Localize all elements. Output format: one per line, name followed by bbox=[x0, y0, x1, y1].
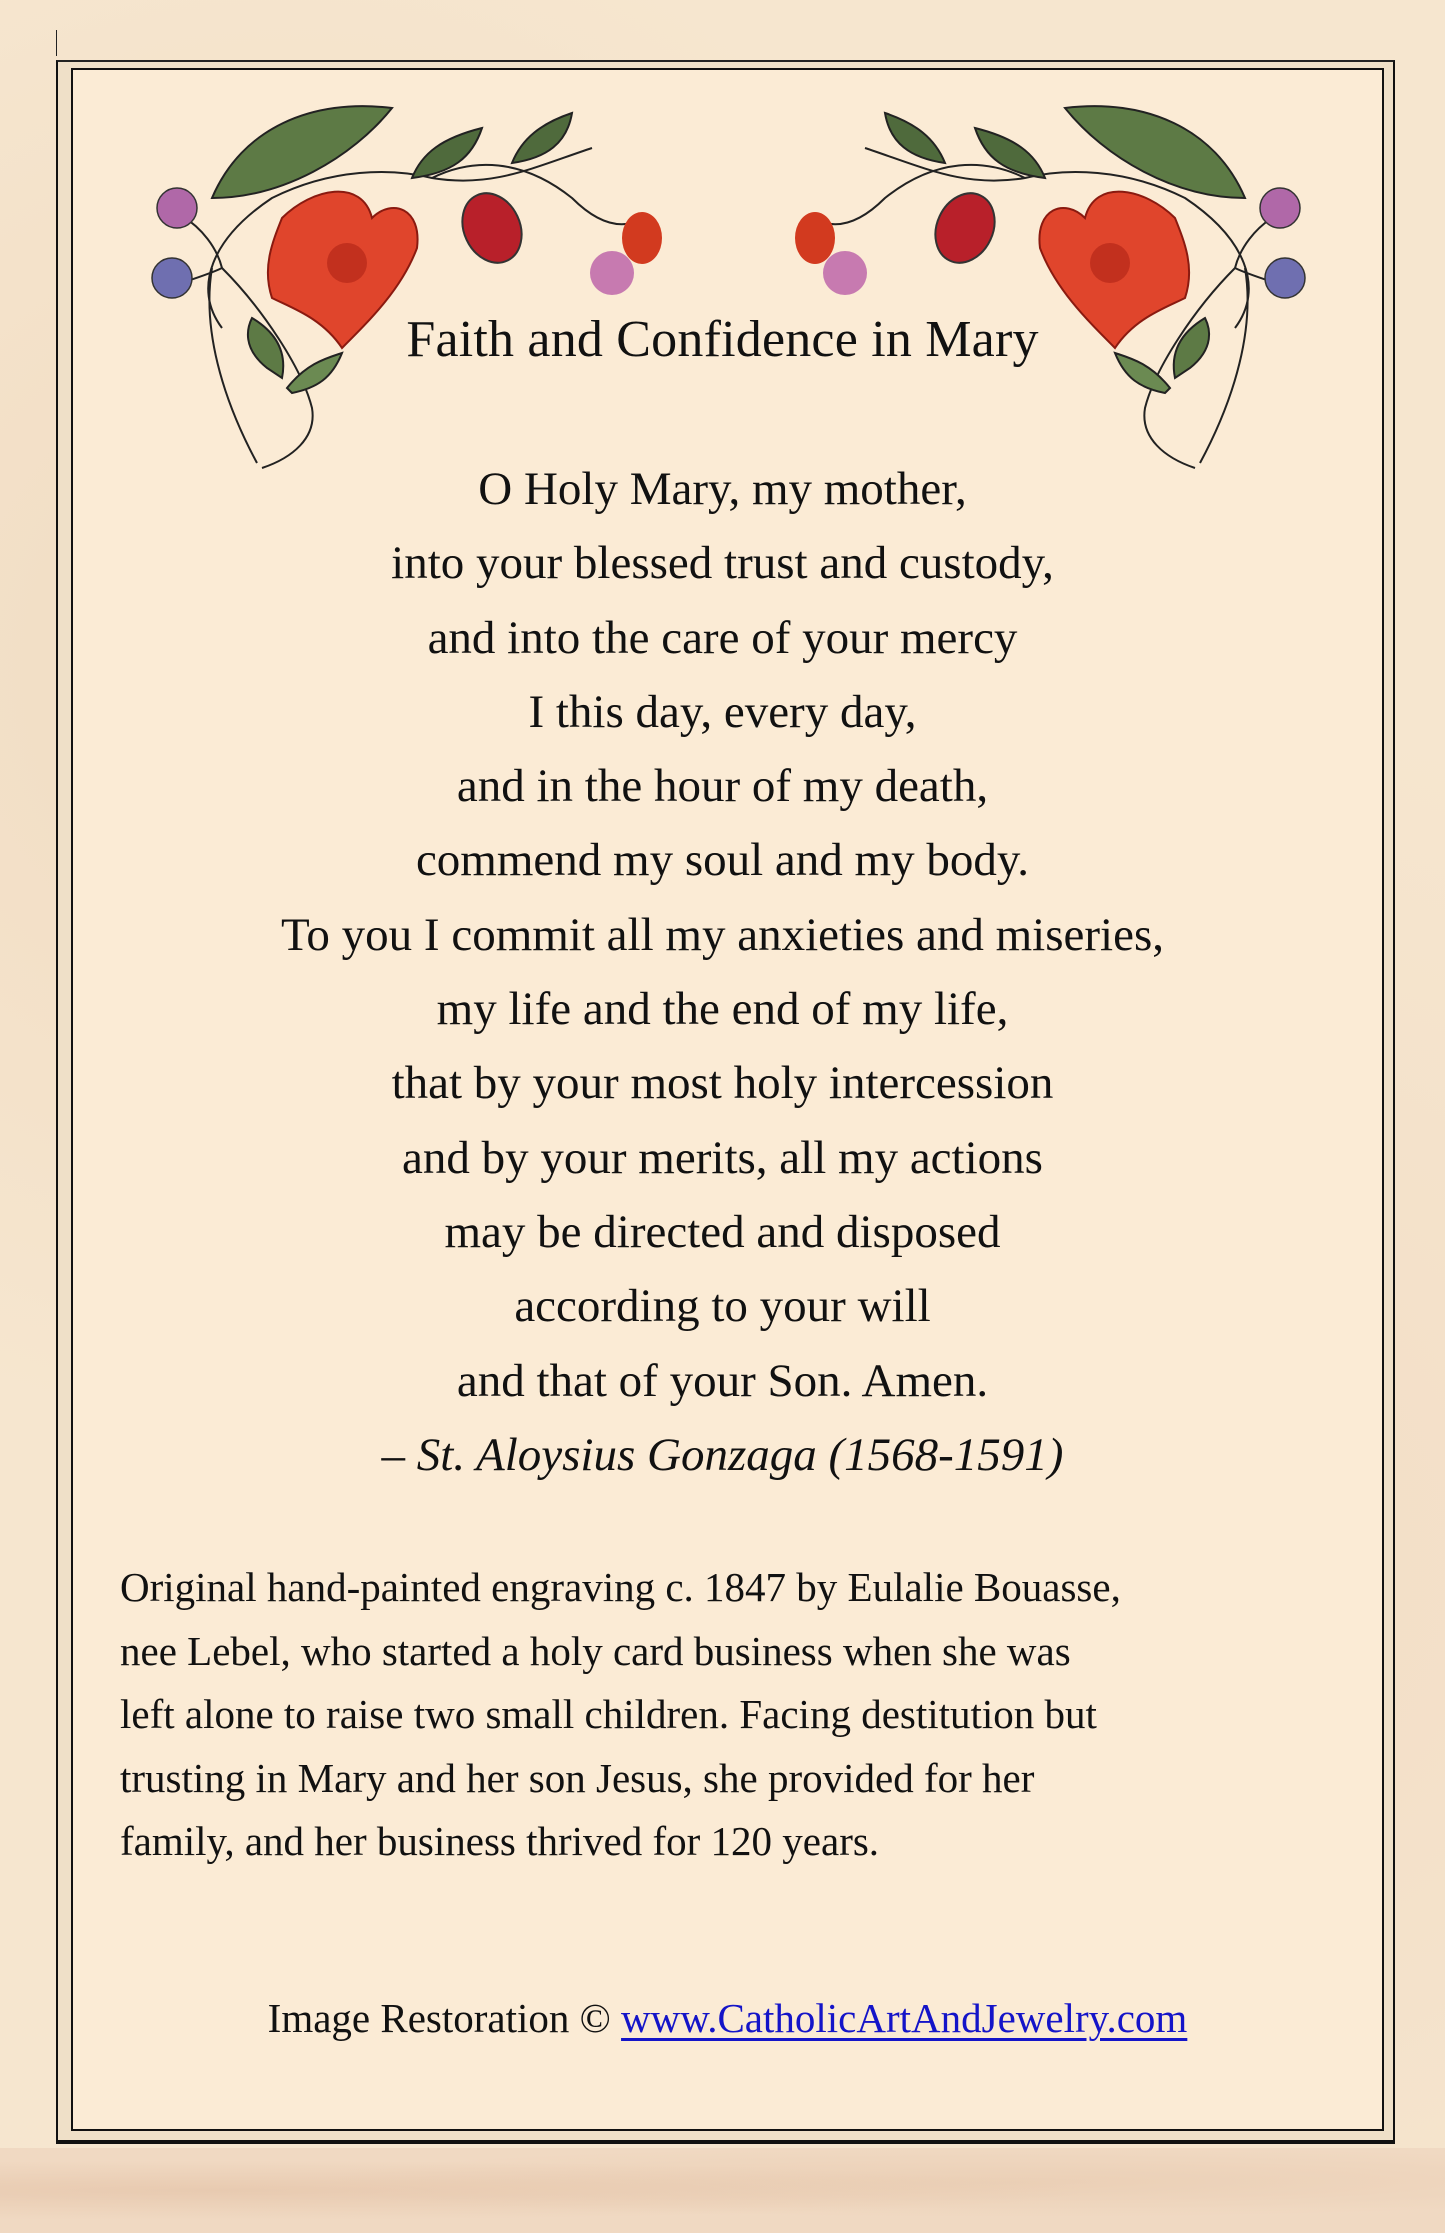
prayer-line: my life and the end of my life, bbox=[436, 983, 1009, 1036]
prayer-line: O Holy Mary, my mother, bbox=[478, 463, 967, 515]
prayer-line: according to your will bbox=[514, 1280, 931, 1333]
description-line: left alone to raise two small children. Facing destitution but bbox=[120, 1691, 1097, 1737]
prayer-line: commend my soul and my body. bbox=[415, 834, 1030, 887]
description-line: nee Lebel, who started a holy card business when she was bbox=[120, 1627, 1071, 1674]
prayer-line: and into the care of your mercy bbox=[427, 611, 1018, 664]
prayer-line: that by your most holy intercession bbox=[391, 1057, 1054, 1110]
prayer-line: I this day, every day, bbox=[528, 685, 917, 738]
paper-bottom-band bbox=[0, 2148, 1445, 2233]
floral-corner-right-icon bbox=[765, 68, 1385, 508]
restoration-credit bbox=[0, 1990, 1445, 2046]
website-link[interactable]: www.CatholicArtAndJewelry.com bbox=[621, 1995, 1188, 2041]
prayer-attribution: – St. Aloysius Gonzaga (1568-1591) bbox=[381, 1428, 1064, 1481]
floral-corner-left-icon bbox=[72, 68, 692, 508]
prayer-line: may be directed and disposed bbox=[444, 1205, 1001, 1258]
prayer-line: and that of your Son. Amen. bbox=[456, 1354, 989, 1407]
prayer-line: into your blessed trust and custody, bbox=[391, 537, 1054, 590]
prayer-line: and by your merits, all my actions bbox=[402, 1131, 1043, 1184]
prayer-text bbox=[0, 452, 1445, 1492]
description-line: family, and her business thrived for 120 years. bbox=[120, 1818, 880, 1864]
prayer-line: and in the hour of my death, bbox=[456, 760, 989, 813]
credit-prefix: Image Restoration © bbox=[267, 1995, 622, 2041]
prayer-line: To you I commit all my anxieties and miseries, bbox=[281, 908, 1164, 961]
description-line: trusting in Mary and her son Jesus, she provided for her bbox=[120, 1754, 1035, 1801]
crop-mark bbox=[56, 30, 57, 56]
card-title: Faith and Confidence in Mary bbox=[406, 311, 1039, 368]
engraving-description bbox=[120, 1556, 1360, 1874]
description-line: Original hand-painted engraving c. 1847 by Eulalie Bouasse, bbox=[120, 1564, 1121, 1610]
